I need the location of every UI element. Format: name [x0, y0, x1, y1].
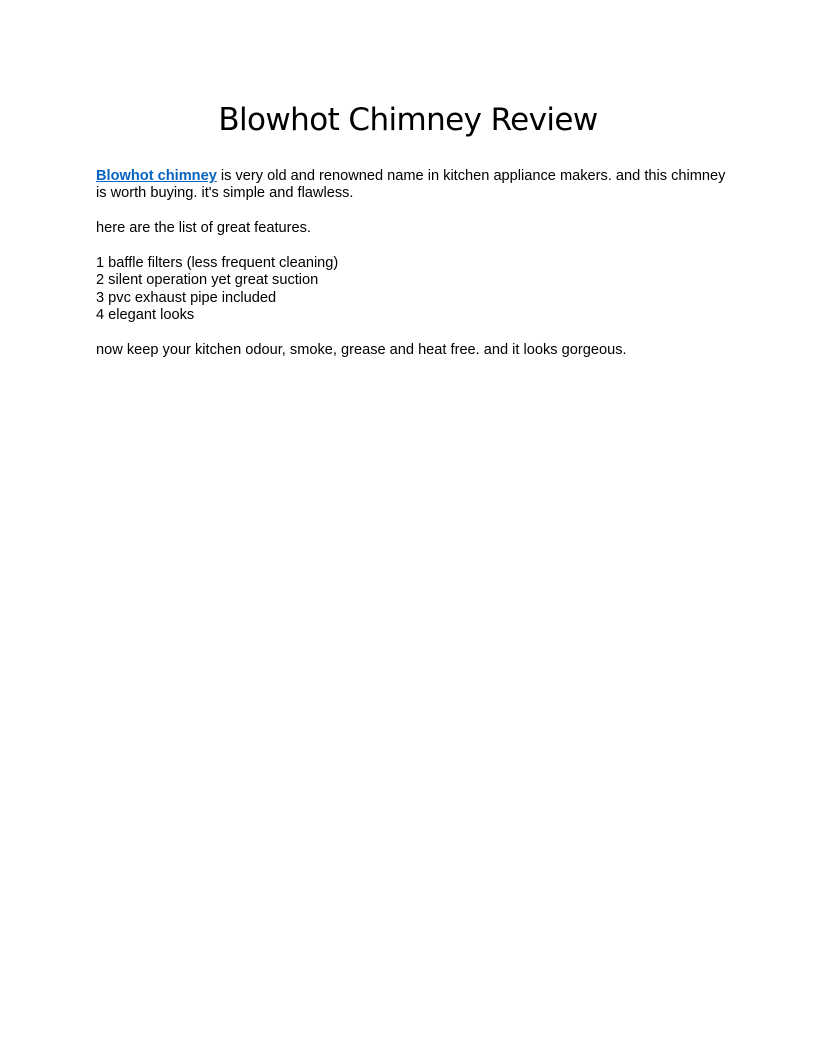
page-title: Blowhot Chimney Review [218, 102, 598, 138]
list-item: 3 pvc exhaust pipe included [96, 289, 277, 306]
list-item: 1 baffle filters (less frequent cleaning) [96, 255, 339, 271]
list-item: 2 silent operation yet great suction [96, 272, 319, 289]
features-list [96, 255, 726, 325]
closing-paragraph: now keep your kitchen odour, smoke, grease and heat free. and it looks gorgeous. [96, 342, 627, 359]
intro-paragraph [96, 168, 726, 203]
document-body [96, 168, 726, 377]
intro-text: is very old and renowned name in kitchen appliance makers. and this chimney is worth buying. it's simple and flawless. [96, 168, 726, 202]
list-item: 4 elegant looks [96, 307, 195, 324]
features-heading: here are the list of great features. [96, 220, 311, 237]
blowhot-chimney-link[interactable]: Blowhot chimney [96, 168, 217, 184]
